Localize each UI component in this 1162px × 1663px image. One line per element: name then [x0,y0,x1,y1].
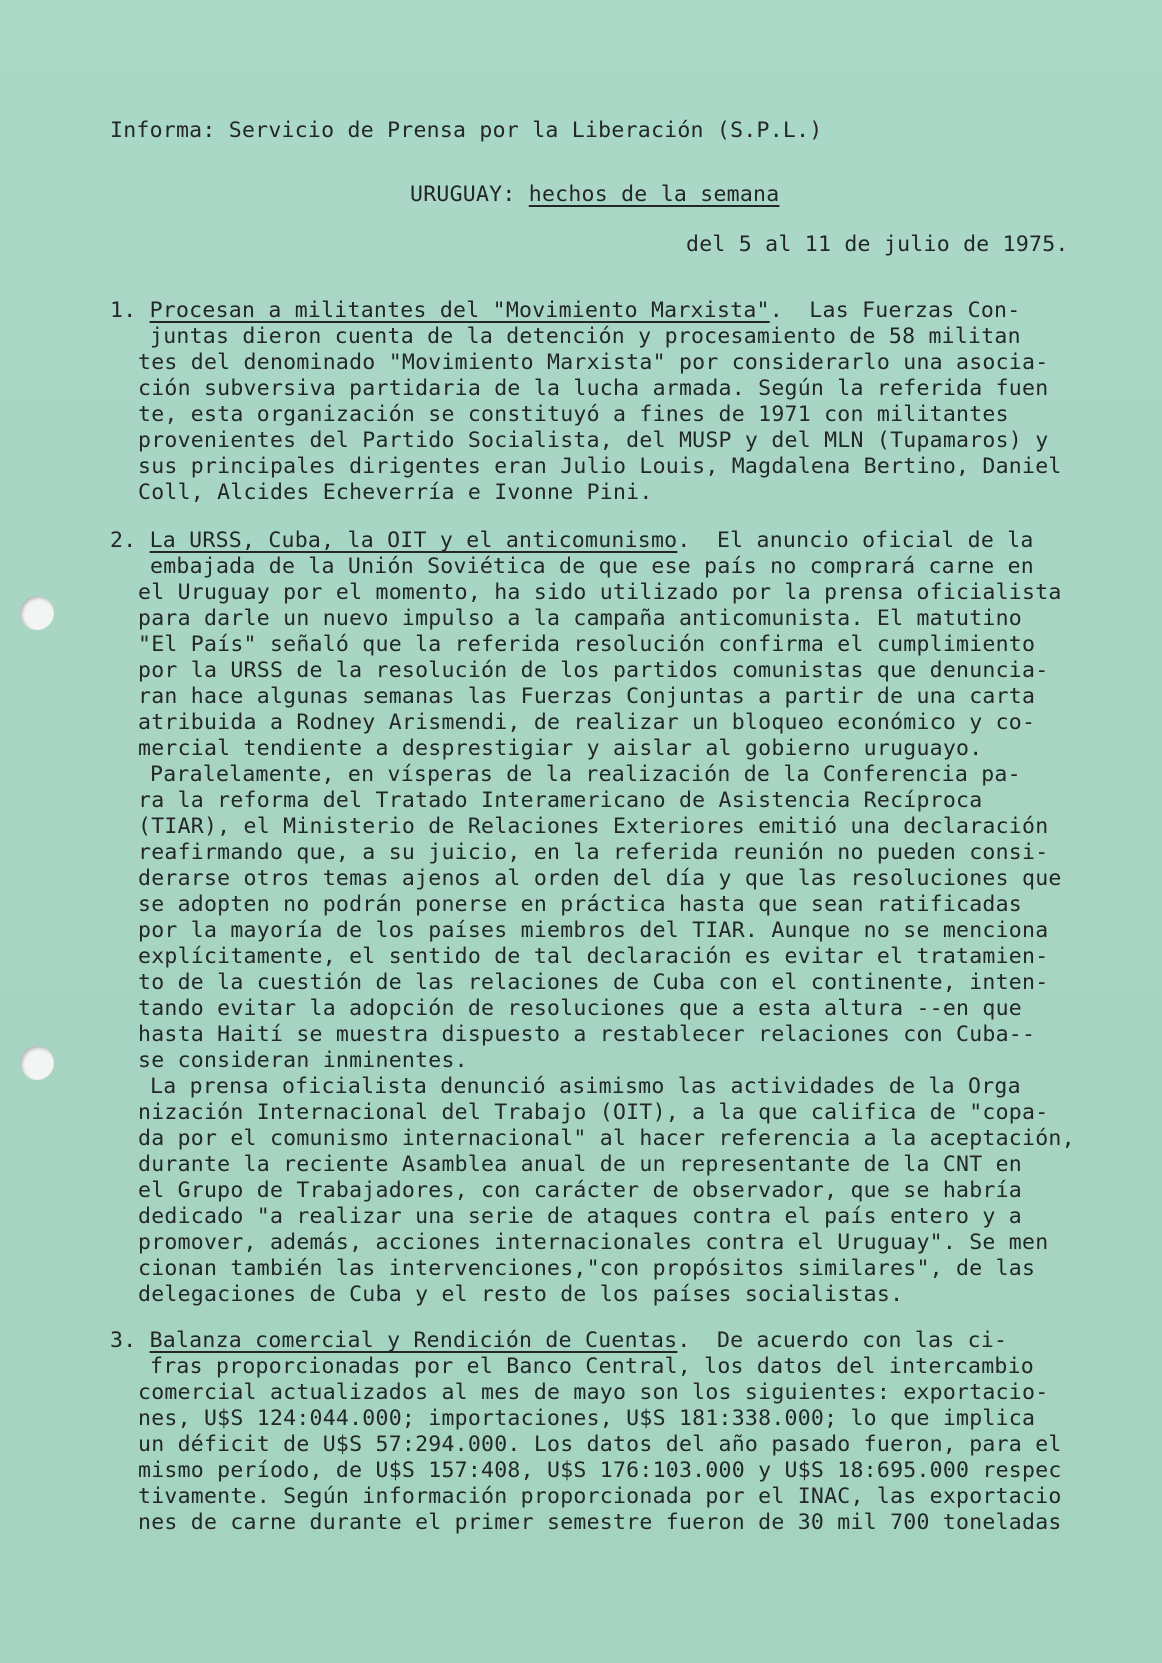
country-label: URUGUAY: [410,182,529,207]
text-line: reafirmando que, a su juicio, en la referida reunión no pueden consi- [138,840,1049,865]
text-line: dedicado "a realizar una serie de ataques contra el país entero y a [138,1204,1023,1229]
text-line: atribuida a Rodney Arismendi, de realizar un bloqueo económico y co- [138,710,1036,735]
text-line: hasta Haití se muestra dispuesto a restablecer relaciones con Cuba-- [138,1022,1036,1047]
item-number: 1. [110,298,137,323]
text-line: Coll, Alcides Echeverría e Ivonne Pini. [138,480,653,505]
text-line: ción subversiva partidaria de la lucha armada. Según la referida fuen [138,376,1049,401]
item-lead: . El anuncio oficial de la [677,528,1034,553]
item-number: 3. [110,1328,137,1353]
text-line: delegaciones de Cuba y el resto de los países socialistas. [138,1282,904,1307]
text-line: te, esta organización se constituyó a fines de 1971 con militantes [138,402,1009,427]
punch-hole-bottom [20,1046,54,1080]
subtitle: hechos de la semana [528,182,780,207]
item-number: 2. [110,528,137,553]
text-line: explícitamente, el sentido de tal declaración es evitar el tratamien- [138,944,1049,969]
text-line: mercial tendiente a desprestigiar y aislar al gobierno uruguayo. [138,736,983,761]
text-line: durante la reciente Asamblea anual de un representante de la CNT en [138,1152,1023,1177]
text-line: se consideran inminentes. [138,1048,468,1073]
text-line: provenientes del Partido Socialista, del MUSP y del MLN (Tupamaros) y [138,428,1049,453]
text-line: da por el comunismo internacional" al hacer referencia a la aceptación, [138,1126,1075,1151]
text-line: promover, además, acciones internacionales contra el Uruguay". Se men [138,1230,1049,1255]
text-line: tando evitar la adopción de resoluciones que a esta altura --en que [138,996,1023,1021]
text-line: mismo período, de U$S 157:408, U$S 176:103.000 y U$S 18:695.000 respec [138,1458,1062,1483]
text-line: nes de carne durante el primer semestre fueron de 30 mil 700 toneladas [138,1510,1062,1535]
text-line: fras proporcionadas por el Banco Central, los datos del intercambio [150,1354,1035,1379]
text-line: por la URSS de la resolución de los partidos comunistas que denuncia- [138,658,1049,683]
item-2-first-line [110,528,1034,554]
text-line: se adopten no podrán ponerse en práctica hasta que sean ratificadas [138,892,1023,917]
title-line [410,182,779,208]
source-line: Informa: Servicio de Prensa por la Liberación (S.P.L.) [110,118,823,143]
text-line: "El País" señaló que la referida resolución confirma el cumplimiento [138,632,1036,657]
paragraph-start: Paralelamente, en vísperas de la realización de la Conferencia pa- [150,762,1021,787]
dateline: del 5 al 11 de julio de 1975. [686,232,1069,257]
text-line: ran hace algunas semanas las Fuerzas Conjuntas a partir de una carta [138,684,1036,709]
text-line: juntas dieron cuenta de la detención y procesamiento de 58 militan [150,324,1021,349]
item-heading: Balanza comercial y Rendición de Cuentas [149,1328,678,1353]
item-3-first-line [110,1328,1007,1354]
text-line: el Uruguay por el momento, ha sido utilizado por la prensa oficialista [138,580,1062,605]
punch-hole-top [20,596,54,630]
text-line: comercial actualizados al mes de mayo son los siguientes: exportacio- [138,1380,1049,1405]
paragraph-start: La prensa oficialista denunció asimismo las actividades de la Orga [150,1074,1021,1099]
item-heading: La URSS, Cuba, la OIT y el anticomunismo [149,528,678,553]
text-line: por la mayoría de los países miembros del TIAR. Aunque no se menciona [138,918,1049,943]
text-line: (TIAR), el Ministerio de Relaciones Exteriores emitió una declaración [138,814,1049,839]
text-line: tivamente. Según información proporcionada por el INAC, las exportacio [138,1484,1062,1509]
text-line: para darle un nuevo impulso a la campaña anticomunista. El matutino [138,606,1023,631]
item-lead: . De acuerdo con las ci- [677,1328,1008,1353]
text-line: ra la reforma del Tratado Interamericano de Asistencia Recíproca [138,788,983,813]
text-line: tes del denominado "Movimiento Marxista" por considerarlo una asocia- [138,350,1049,375]
text-line: nes, U$S 124:044.000; importaciones, U$S 181:338.000; lo que implica [138,1406,1036,1431]
item-heading: Procesan a militantes del "Movimiento Marxista" [149,298,770,323]
text-line: nización Internacional del Trabajo (OIT), a la que califica de "copa- [138,1100,1049,1125]
item-1-first-line [110,298,1020,324]
text-line: sus principales dirigentes eran Julio Louis, Magdalena Bertino, Daniel [138,454,1062,479]
text-line: un déficit de U$S 57:294.000. Los datos del año pasado fueron, para el [138,1432,1062,1457]
text-line: embajada de la Unión Soviética de que ese país no comprará carne en [150,554,1035,579]
text-line: to de la cuestión de las relaciones de Cuba con el continente, inten- [138,970,1049,995]
text-line: el Grupo de Trabajadores, con carácter de observador, que se habría [138,1178,1023,1203]
text-line: cionan también las intervenciones,"con propósitos similares", de las [138,1256,1036,1281]
text-line: derarse otros temas ajenos al orden del día y que las resoluciones que [138,866,1062,891]
item-lead: . Las Fuerzas Con- [769,298,1021,323]
